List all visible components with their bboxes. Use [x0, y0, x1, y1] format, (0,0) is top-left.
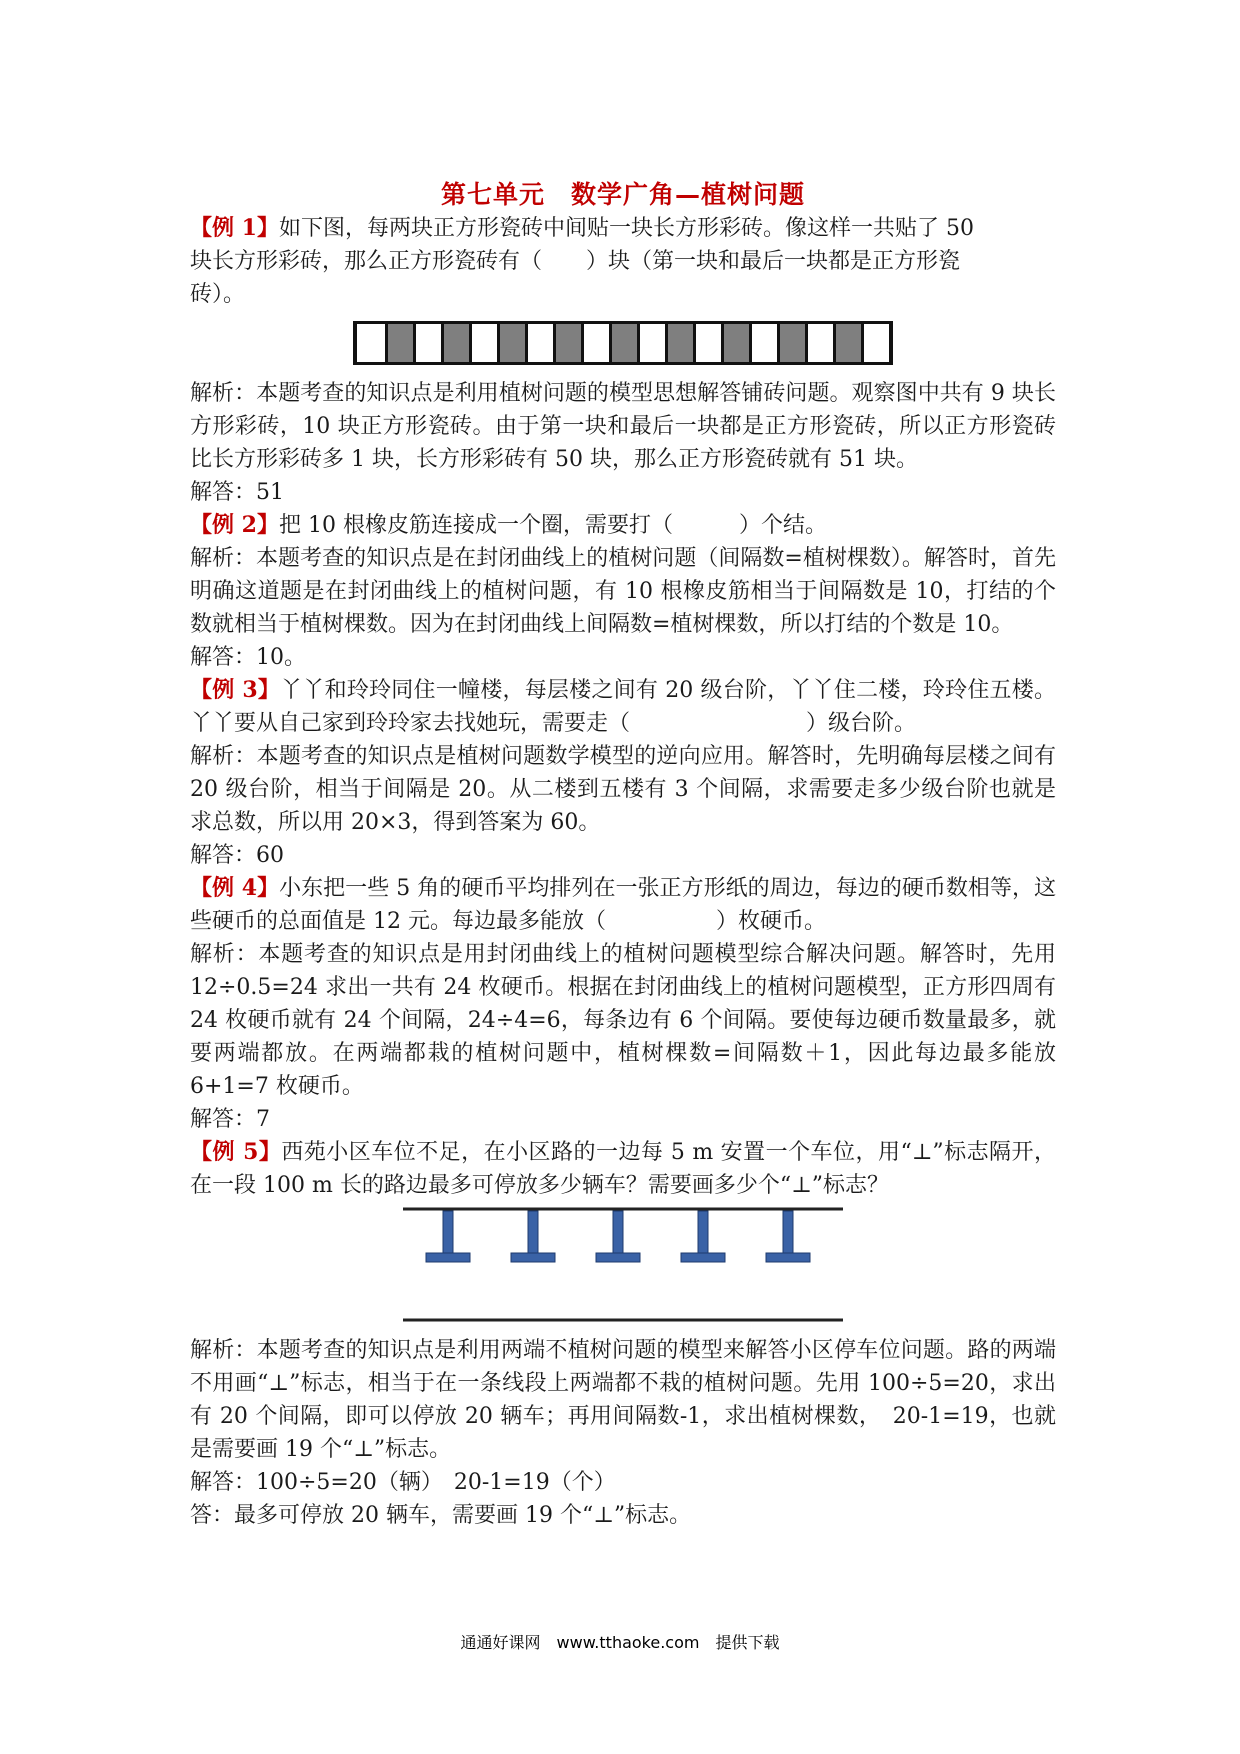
square-tile: [581, 324, 609, 362]
example-5-final-answer: 答：最多可停放 20 辆车，需要画 19 个“⊥”标志。: [190, 1503, 692, 1528]
square-tile: [805, 324, 833, 362]
document-page: [190, 178, 1056, 1532]
rect-tile: [665, 324, 693, 362]
tile-row: [353, 321, 893, 365]
square-tile: [637, 324, 665, 362]
example-2-tag: 【例 2】: [190, 512, 279, 538]
example-4-answer: 解答：7: [190, 1107, 270, 1132]
square-tile: [469, 324, 497, 362]
example-2-analysis: 解析：本题考查的知识点是在封闭曲线上的植树问题（间隔数=植树棵数）。解答时，首先明确这道题是在封闭曲线上的植树问题，有 10 根橡皮筋相当于间隔数是 10，打结的个数就相当于植树棵数。因为在封闭曲线上间隔数=植树棵数，所以打结的个数是 10。: [190, 546, 1056, 637]
page-title: 第七单元 数学广角—植树问题: [440, 180, 805, 209]
square-tile: [525, 324, 553, 362]
example-5-analysis: 解析：本题考查的知识点是利用两端不植树问题的模型来解答小区停车位问题。路的两端不用画“⊥”标志，相当于在一条线段上两端都不栽的植树问题。先用 100÷5=20，求出有 20 个间隔，即可以停放 20 辆车；再用间隔数-1，求出植树棵数， 20-1=19，也就是需要画 19 个“⊥”标志。: [190, 1338, 1056, 1462]
parking-marker: [596, 1211, 640, 1262]
square-tile: [413, 324, 441, 362]
square-tile: [749, 324, 777, 362]
example-1-question-line-3: 砖）。: [190, 282, 246, 307]
example-2-answer: 解答：10。: [190, 645, 306, 670]
example-3-analysis: 解析：本题考查的知识点是植树问题数学模型的逆向应用。解答时，先明确每层楼之间有 20 级台阶，相当于间隔是 20。从二楼到五楼有 3 个间隔，求需要走多少级台阶也就是求总数，所以用 20×3，得到答案为 60。: [190, 744, 1056, 835]
parking-marker: [681, 1211, 725, 1262]
parking-marker: [511, 1211, 555, 1262]
rect-tile: [553, 324, 581, 362]
example-3-question: 【例 3】丫丫和玲玲同住一幢楼，每层楼之间有 20 级台阶，丫丫住二楼，玲玲住五楼。丫丫要从自己家到玲玲家去找她玩，需要走（ ）级台阶。: [190, 677, 1057, 736]
marker-group: [426, 1211, 810, 1262]
example-3-tag: 【例 3】: [190, 677, 281, 703]
rect-tile: [833, 324, 861, 362]
example-4-question: 【例 4】小东把一些 5 角的硬币平均排列在一张正方形纸的周边，每边的硬币数相等，这些硬币的总面值是 12 元。每边最多能放（ ）枚硬币。: [190, 875, 1056, 934]
parking-marker: [426, 1211, 470, 1262]
example-1-analysis: 解析：本题考查的知识点是利用植树问题的模型思想解答铺砖问题。观察图中共有 9 块长方形彩砖，10 块正方形瓷砖。由于第一块和最后一块都是正方形瓷砖，所以正方形瓷砖比长方形彩砖多 1 块，长方形彩砖有 50 块，那么正方形瓷砖就有 51 块。: [190, 381, 1056, 472]
example-3: [190, 674, 1056, 872]
square-tile: [693, 324, 721, 362]
parking-road-figure: [403, 1206, 843, 1324]
example-1-question-line-2: 块长方形彩砖，那么正方形瓷砖有（ ）块（第一块和最后一块都是正方形瓷: [190, 249, 961, 274]
example-4-analysis: 解析：本题考查的知识点是用封闭曲线上的植树问题模型综合解决问题。解答时，先用 12÷0.5=24 求出一共有 24 枚硬币。根据在封闭曲线上的植树问题模型，正方形四周有 24 枚硬币就有 24 个间隔，24÷4=6，每条边有 6 个间隔。要使每边硬币数量最多，就要两端都放。在两端都栽的植树问题中，植树棵数=间隔数＋1，因此每边最多能放 6+1=7 枚硬币。: [190, 942, 1056, 1099]
example-2: [190, 509, 1056, 674]
example-5: [190, 1136, 1056, 1532]
example-3-answer: 解答：60: [190, 843, 284, 868]
example-5-question: 【例 5】西苑小区车位不足，在小区路的一边每 5 m 安置一个车位，用“⊥”标志隔开，在一段 100 m 长的路边最多可停放多少辆车？需要画多少个“⊥”标志？: [190, 1139, 1056, 1198]
rect-tile: [721, 324, 749, 362]
example-5-answer: 解答：100÷5=20（辆） 20-1=19（个）: [190, 1470, 616, 1495]
example-5-tag: 【例 5】: [190, 1139, 282, 1165]
page-footer: 通通好课网 www.tthaoke.com 提供下载: [460, 1633, 780, 1652]
parking-marker: [766, 1211, 810, 1262]
rect-tile: [609, 324, 637, 362]
rect-tile: [441, 324, 469, 362]
example-1-answer: 解答：51: [190, 480, 284, 505]
rect-tile: [497, 324, 525, 362]
square-tile: [357, 324, 385, 362]
example-1-tag: 【例 1】: [190, 215, 279, 241]
example-1: [190, 212, 1056, 509]
rect-tile: [385, 324, 413, 362]
example-1-question-line-1: 【例 1】如下图，每两块正方形瓷砖中间贴一块长方形彩砖。像这样一共贴了 50: [190, 215, 974, 241]
square-tile: [861, 324, 889, 362]
example-4: [190, 872, 1056, 1136]
rect-tile: [777, 324, 805, 362]
example-2-question: 【例 2】把 10 根橡皮筋连接成一个圈，需要打（ ）个结。: [190, 512, 827, 538]
example-4-tag: 【例 4】: [190, 875, 280, 901]
tile-strip-figure: [190, 321, 1056, 365]
